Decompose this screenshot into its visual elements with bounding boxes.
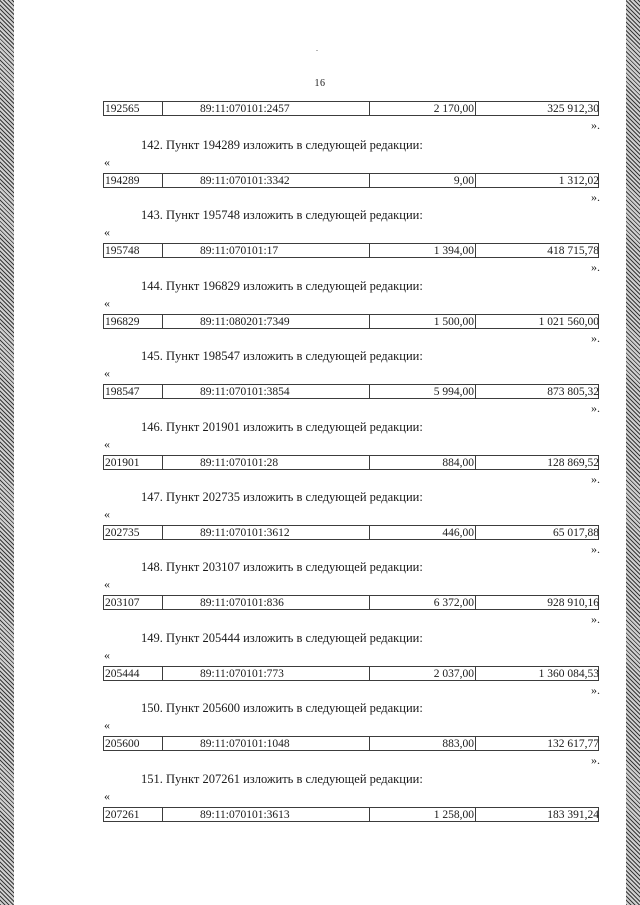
record-row	[103, 595, 599, 610]
area-value: 884,00	[370, 456, 476, 469]
opening-quote: «	[104, 296, 110, 310]
record-row	[103, 243, 599, 258]
record-id: 205600	[104, 737, 163, 750]
cost-value: 873 805,32	[547, 386, 599, 398]
closing-quote: ».	[591, 401, 600, 415]
cadastral-number: 89:11:080201:7349	[163, 315, 370, 328]
cost-value: 325 912,30	[547, 103, 599, 115]
cost-value: 418 715,78	[547, 245, 599, 257]
area-value: 5 994,00	[370, 385, 476, 398]
closing-quote: ».	[591, 542, 600, 556]
record-row	[103, 736, 599, 751]
record-id: 203107	[104, 596, 163, 609]
cost-value: 1 360 084,53	[538, 668, 599, 680]
amendment-instruction: 151. Пункт 207261 изложить в следующей редакции:	[141, 772, 423, 786]
amendment-instruction: 143. Пункт 195748 изложить в следующей редакции:	[141, 208, 423, 222]
amendment-instruction: 149. Пункт 205444 изложить в следующей редакции:	[141, 631, 423, 645]
opening-quote: «	[104, 648, 110, 662]
cadastral-number: 89:11:070101:17	[163, 244, 370, 257]
cadastral-number: 89:11:070101:3613	[163, 808, 370, 821]
area-value: 1 258,00	[370, 808, 476, 821]
cost-value: 65 017,88	[553, 527, 599, 539]
opening-quote: «	[104, 155, 110, 169]
amendment-instruction: 150. Пункт 205600 изложить в следующей редакции:	[141, 701, 423, 715]
opening-quote: «	[104, 718, 110, 732]
area-value: 9,00	[370, 174, 476, 187]
amendment-instruction: 146. Пункт 201901 изложить в следующей редакции:	[141, 420, 423, 434]
opening-quote: «	[104, 789, 110, 803]
record-id: 198547	[104, 385, 163, 398]
scan-speck	[316, 50, 318, 51]
record-row	[103, 384, 599, 399]
closing-quote: ».	[591, 190, 600, 204]
cadastral-number: 89:11:070101:836	[163, 596, 370, 609]
closing-quote: ».	[591, 331, 600, 345]
opening-quote: «	[104, 225, 110, 239]
record-row	[103, 101, 599, 116]
area-value: 2 170,00	[370, 102, 476, 115]
record-id: 205444	[104, 667, 163, 680]
record-row	[103, 525, 599, 540]
record-row	[103, 666, 599, 681]
page-number: 16	[314, 78, 326, 89]
cadastral-number: 89:11:070101:3854	[163, 385, 370, 398]
opening-quote: «	[104, 366, 110, 380]
cadastral-number: 89:11:070101:2457	[163, 102, 370, 115]
record-row	[103, 173, 599, 188]
amendment-instruction: 142. Пункт 194289 изложить в следующей редакции:	[141, 138, 423, 152]
amendment-instruction: 147. Пункт 202735 изложить в следующей редакции:	[141, 490, 423, 504]
amendment-instruction: 145. Пункт 198547 изложить в следующей редакции:	[141, 349, 423, 363]
cost-value: 132 617,77	[547, 738, 599, 750]
cadastral-number: 89:11:070101:1048	[163, 737, 370, 750]
cost-value: 1 021 560,00	[538, 316, 599, 328]
record-id: 192565	[104, 102, 163, 115]
area-value: 6 372,00	[370, 596, 476, 609]
record-id: 207261	[104, 808, 163, 821]
record-row	[103, 455, 599, 470]
opening-quote: «	[104, 437, 110, 451]
closing-quote: ».	[591, 612, 600, 626]
area-value: 2 037,00	[370, 667, 476, 680]
amendment-instruction: 144. Пункт 196829 изложить в следующей редакции:	[141, 279, 423, 293]
cost-value: 183 391,24	[547, 809, 599, 821]
opening-quote: «	[104, 577, 110, 591]
area-value: 1 500,00	[370, 315, 476, 328]
area-value: 446,00	[370, 526, 476, 539]
closing-quote: ».	[591, 118, 600, 132]
closing-quote: ».	[591, 260, 600, 274]
scan-edge-right	[626, 0, 640, 905]
closing-quote: ».	[591, 753, 600, 767]
area-value: 1 394,00	[370, 244, 476, 257]
closing-quote: ».	[591, 683, 600, 697]
scan-edge-left	[0, 0, 14, 905]
cost-value: 1 312,02	[558, 175, 599, 187]
cost-value: 928 910,16	[547, 597, 599, 609]
record-id: 194289	[104, 174, 163, 187]
cadastral-number: 89:11:070101:773	[163, 667, 370, 680]
record-row	[103, 314, 599, 329]
area-value: 883,00	[370, 737, 476, 750]
opening-quote: «	[104, 507, 110, 521]
cadastral-number: 89:11:070101:28	[163, 456, 370, 469]
amendment-instruction: 148. Пункт 203107 изложить в следующей редакции:	[141, 560, 423, 574]
record-row	[103, 807, 599, 822]
cadastral-number: 89:11:070101:3612	[163, 526, 370, 539]
cadastral-number: 89:11:070101:3342	[163, 174, 370, 187]
closing-quote: ».	[591, 472, 600, 486]
record-id: 201901	[104, 456, 163, 469]
cost-value: 128 869,52	[547, 457, 599, 469]
record-id: 202735	[104, 526, 163, 539]
record-id: 195748	[104, 244, 163, 257]
record-id: 196829	[104, 315, 163, 328]
